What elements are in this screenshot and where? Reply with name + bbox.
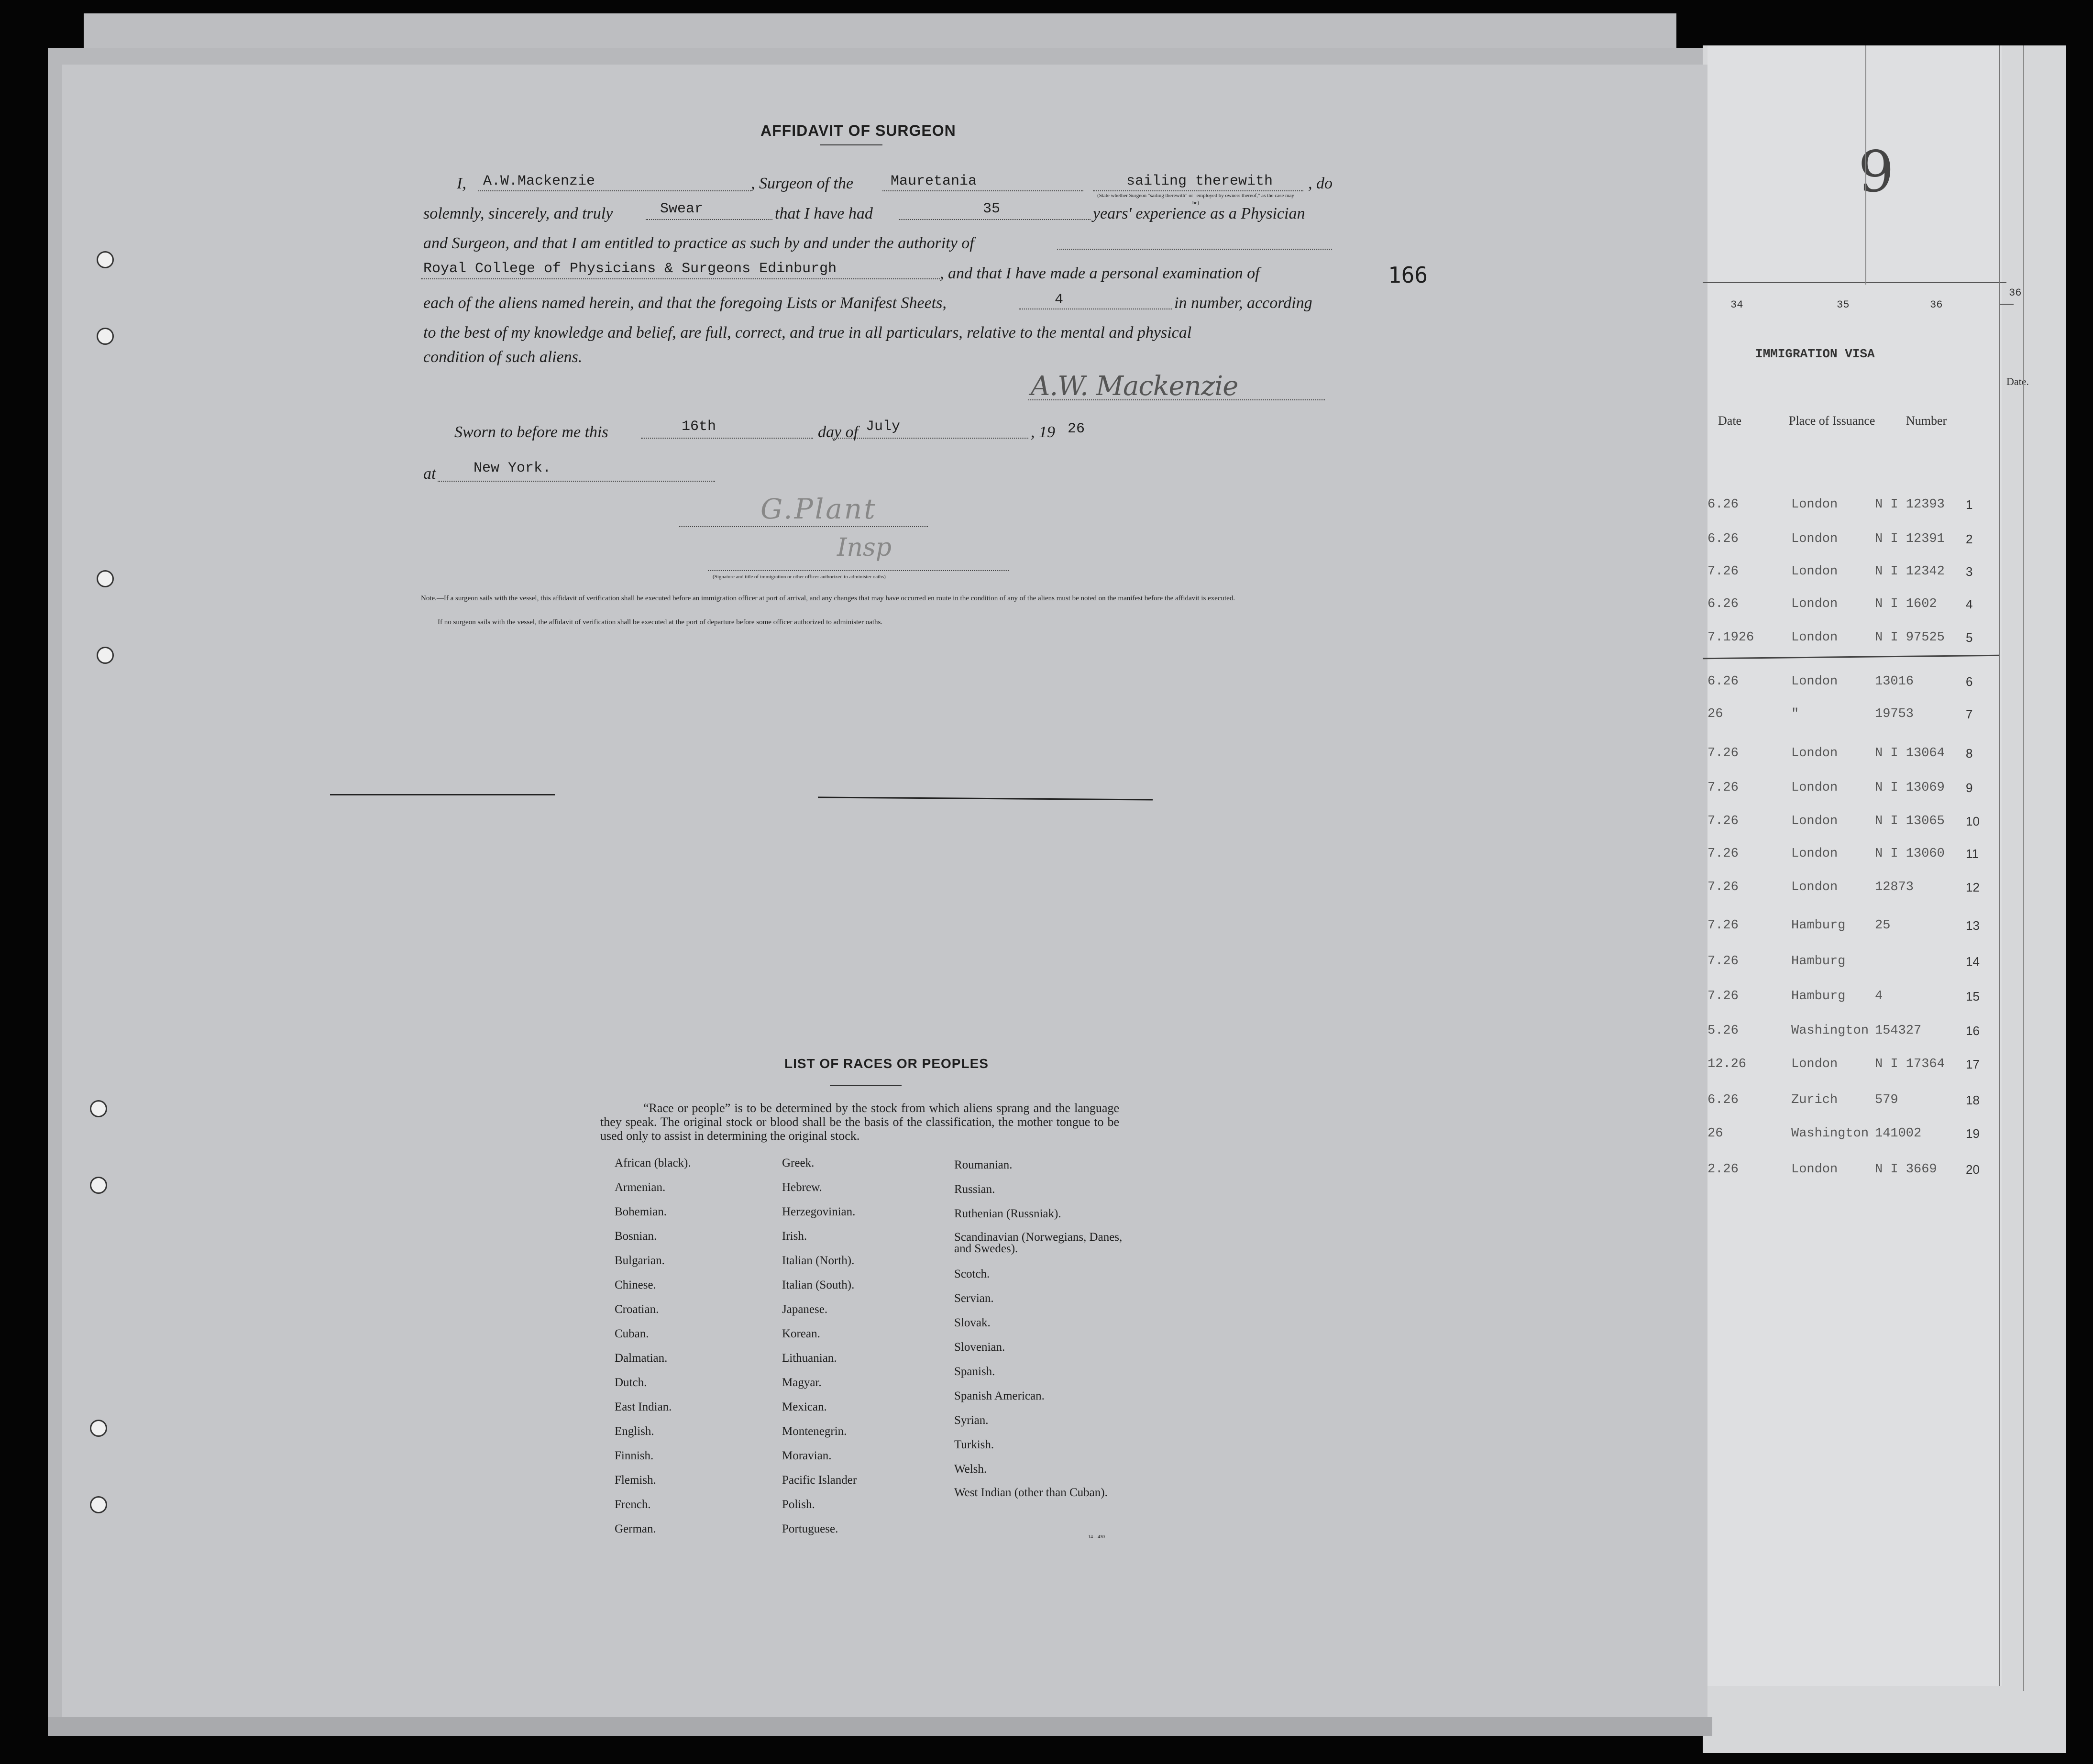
affidavit-sheet [62,65,1707,1717]
row-number: 7 [1966,707,1973,721]
visa-date: 6.26 [1707,532,1739,546]
race-item: Portuguese. [782,1522,838,1535]
race-item: Chinese. [615,1279,656,1291]
race-item: Polish. [782,1498,815,1511]
right-manifest-inner [1707,45,2002,1686]
sheet-number: 9 [1858,139,1895,205]
fill-line [421,278,940,279]
row-number: 19 [1966,1126,1980,1141]
text-line: at [423,465,436,483]
race-item: Bohemian. [615,1205,667,1218]
visa-number: N I 1602 [1875,597,1937,611]
visa-place: Zurich [1791,1093,1838,1107]
visa-place: Washington [1791,1126,1869,1141]
race-item: Finnish. [615,1449,654,1462]
race-item: Lithuanian. [782,1352,837,1365]
column-number: 34 [1730,299,1743,311]
visa-place: London [1791,532,1838,546]
row-number: 10 [1966,814,1980,828]
text-line: condition of such aliens. [423,348,583,366]
visa-date: 6.26 [1707,597,1739,611]
visa-number: N I 13060 [1875,847,1945,861]
row-number: 17 [1966,1057,1980,1071]
text-line: to the best of my knowledge and belief, are full, correct, and true in all particulars, relative to the mental and physical [423,324,1192,342]
punch-hole [97,251,114,268]
race-item: Moravian. [782,1449,832,1462]
race-item: Slovak. [954,1316,991,1329]
sworn-month: July [866,419,901,435]
visa-number: 25 [1875,918,1891,933]
visa-place: London [1791,880,1838,894]
text-line: solemnly, sincerely, and truly [423,205,613,222]
form-code: 14—430 [1088,1534,1105,1540]
race-item: Ruthenian (Russniak). [954,1207,1061,1220]
visa-date: 7.26 [1707,989,1739,1003]
visa-number: N I 13069 [1875,781,1945,795]
text-line: , Surgeon of the [751,175,854,192]
race-item: Bosnian. [615,1230,657,1243]
visa-number: N I 13064 [1875,746,1945,761]
visa-number: 4 [1875,989,1883,1003]
fill-line [641,438,813,439]
fill-line [832,438,1028,439]
visa-number: 154327 [1875,1024,1922,1038]
race-item: Croatian. [615,1303,659,1316]
visa-date: 7.26 [1707,814,1739,828]
header-rule [1999,304,2014,305]
row-number: 12 [1966,880,1980,894]
visa-date: 6.26 [1707,1093,1739,1107]
surgeon-signature: A.W. Mackenzie [1031,371,1238,402]
fill-line [899,219,1091,220]
column-number: 36 [2009,287,2022,299]
visa-date: 7.26 [1707,564,1739,579]
text-line: , 19 [1031,423,1055,441]
visa-number: N I 3669 [1875,1162,1937,1177]
punch-hole [90,1177,107,1194]
race-item: Scandinavian (Norwegians, Danes, and Swedes). [954,1231,1123,1255]
race-item: Herzegovinian. [782,1205,856,1218]
visa-date: 6.26 [1707,497,1739,512]
visa-number: N I 17364 [1875,1057,1945,1071]
race-item: Mexican. [782,1400,827,1413]
visa-place: London [1791,497,1838,512]
race-item: East Indian. [615,1400,672,1413]
row-number: 1 [1966,497,1973,512]
fill-line [1093,190,1303,191]
title-rule [830,1085,902,1086]
race-item: West Indian (other than Cuban). [954,1486,1108,1499]
text-line: , do [1308,175,1333,192]
row-number: 8 [1966,746,1973,761]
race-item: Welsh. [954,1463,987,1476]
note-text: If no surgeon sails with the vessel, the affidavit of verification shall be executed at the port of departure before some officer authorized to administer oaths. [438,618,883,626]
visa-title: IMMIGRATION VISA [1755,347,1875,361]
visa-place: London [1791,1057,1838,1071]
row-number: 9 [1966,781,1973,795]
visa-place: London [1791,814,1838,828]
visa-number: N I 12393 [1875,497,1945,512]
page-number: 166 [1388,262,1428,288]
column-header-number: Number [1906,414,1947,428]
column-number: 35 [1837,299,1850,311]
row-number: 16 [1966,1024,1980,1038]
visa-number: N I 13065 [1875,814,1945,828]
race-item: Roumanian. [954,1158,1013,1171]
race-item: Syrian. [954,1414,989,1427]
text-line: I, [457,175,466,192]
race-item: Servian. [954,1292,994,1305]
fill-line [1057,249,1332,250]
text-line: Sworn to before me this [454,423,608,441]
fill-line [679,526,928,527]
row-number: 11 [1966,847,1979,861]
affidavit-title: AFFIDAVIT OF SURGEON [760,122,956,139]
fill-line [478,190,751,191]
race-item: Dutch. [615,1376,647,1389]
punch-hole [97,328,114,345]
visa-date: 26 [1707,707,1723,721]
visa-date: 7.1926 [1707,630,1754,645]
race-item: French. [615,1498,651,1511]
years-experience: 35 [983,201,1001,217]
text-line: in number, according [1174,294,1312,312]
race-item: Hebrew. [782,1181,822,1194]
race-item: African (black). [615,1157,691,1169]
row-number: 2 [1966,532,1973,546]
visa-date: 26 [1707,1126,1723,1141]
column-number: 36 [1930,299,1943,311]
race-item: Spanish. [954,1365,995,1378]
race-item: Slovenian. [954,1341,1005,1354]
race-item: Italian (North). [782,1254,855,1267]
punch-hole [90,1420,107,1437]
race-item: Spanish American. [954,1389,1045,1402]
visa-date: 6.26 [1707,674,1739,689]
visa-place: London [1791,781,1838,795]
race-item: Italian (South). [782,1279,855,1291]
column-header-date-right: Date. [2006,375,2029,387]
row-number: 18 [1966,1093,1980,1107]
visa-place: London [1791,597,1838,611]
text-line: and Surgeon, and that I am entitled to practice as such by and under the authority of [423,234,974,252]
officer-title: Insp [837,533,892,562]
row-number: 4 [1966,597,1973,611]
visa-number: 12873 [1875,880,1914,894]
visa-number: 579 [1875,1093,1898,1107]
races-title: LIST OF RACES OR PEOPLES [784,1056,989,1071]
visa-place: London [1791,564,1838,579]
visa-place: London [1791,746,1838,761]
authority-body: Royal College of Physicians & Surgeons Edinburgh [423,261,837,277]
fill-line [882,190,1083,191]
race-item: German. [615,1522,656,1535]
visa-date: 7.26 [1707,954,1739,969]
officer-signature: G.Plant [760,493,877,525]
race-item: Greek. [782,1157,815,1169]
column-divider [2023,45,2024,1691]
visa-place: Hamburg [1791,954,1846,969]
race-item: Scotch. [954,1268,990,1280]
race-item: Irish. [782,1230,807,1243]
visa-place: London [1791,674,1838,689]
race-item: Cuban. [615,1327,649,1340]
text-line: each of the aliens named herein, and that the foregoing Lists or Manifest Sheets, [423,294,947,312]
row-number: 13 [1966,918,1980,933]
visa-number: N I 12391 [1875,532,1945,546]
row-number: 6 [1966,674,1973,689]
punch-hole [97,570,114,587]
title-rule [820,144,882,145]
header-rule [1703,282,2006,283]
sailing-status: sailing therewith [1126,173,1273,189]
race-item: Turkish. [954,1438,994,1451]
race-item: Magyar. [782,1376,822,1389]
race-item: Pacific Islander [782,1474,857,1487]
ship-name: Mauretania [891,173,977,189]
race-item: Japanese. [782,1303,828,1316]
oath-word: Swear [660,201,704,217]
text-line: that I have had [775,205,873,222]
race-item: Korean. [782,1327,820,1340]
races-intro: “Race or people” is to be determined by the stock from which aliens sprang and the language they speak. The original stock or blood shall be the basis of the classification, the mother tongue to be used only to assist in determining the original stock. [600,1101,1119,1143]
visa-place: London [1791,630,1838,645]
text-line: , and that I have made a personal examination of [940,265,1260,282]
race-item: Flemish. [615,1474,656,1487]
visa-date: 7.26 [1707,880,1739,894]
visa-date: 2.26 [1707,1162,1739,1177]
visa-place: London [1791,847,1838,861]
row-number: 20 [1966,1162,1980,1177]
visa-date: 7.26 [1707,781,1739,795]
signature-line [1028,399,1325,400]
visa-place: " [1791,707,1799,721]
sworn-day: 16th [682,419,716,435]
punch-hole [90,1496,107,1513]
race-item: Russian. [954,1183,995,1196]
row-number: 3 [1966,564,1973,579]
paper-stack-bottom [48,1717,1712,1736]
race-item: English. [615,1425,654,1438]
signature-caption: (Signature and title of immigration or other officer authorized to administer oaths) [713,574,886,580]
text-line: years' experience as a Physician [1093,205,1305,222]
visa-date: 7.26 [1707,746,1739,761]
race-item: Montenegrin. [782,1425,847,1438]
fill-line [708,570,1009,571]
visa-number: 19753 [1875,707,1914,721]
fill-line [646,219,772,220]
race-item: Armenian. [615,1181,666,1194]
punch-hole [90,1100,107,1117]
punch-hole [97,647,114,664]
race-item: Bulgarian. [615,1254,665,1267]
tear-line [330,794,555,795]
sailing-note: (State whether Surgeon "sailing therewith" or "employed by owners thereof," as the case may be) [1097,193,1294,206]
column-header-place: Place of Issuance [1789,414,1875,428]
visa-date: 7.26 [1707,918,1739,933]
visa-date: 7.26 [1707,847,1739,861]
visa-number: 141002 [1875,1126,1922,1141]
column-header-date: Date [1718,414,1742,428]
visa-date: 5.26 [1707,1024,1739,1038]
row-number: 14 [1966,954,1980,969]
visa-place: Washington [1791,1024,1869,1038]
race-item: Dalmatian. [615,1352,668,1365]
visa-number: N I 12342 [1875,564,1945,579]
visa-place: London [1791,1162,1838,1177]
column-divider [1865,45,1866,285]
surgeon-name: A.W.Mackenzie [483,173,595,189]
sworn-place: New York. [474,460,551,476]
text-line: day of [818,423,859,441]
fill-line [438,481,715,482]
sworn-year: 26 [1068,421,1085,437]
visa-number: N I 97525 [1875,630,1945,645]
row-number: 15 [1966,989,1980,1003]
visa-place: Hamburg [1791,989,1846,1003]
visa-date: 12.26 [1707,1057,1747,1071]
note-text: Note.—If a surgeon sails with the vessel, this affidavit of verification shall be executed before an immigration officer at port of arrival, and any changes that may have occurred en route in the condition of any of the aliens must be noted on the manifest before the affidavit is executed. [421,595,1235,602]
sheet-count: 4 [1055,292,1064,308]
visa-place: Hamburg [1791,918,1846,933]
visa-number: 13016 [1875,674,1914,689]
column-divider [1999,45,2000,1686]
row-number: 5 [1966,630,1973,645]
